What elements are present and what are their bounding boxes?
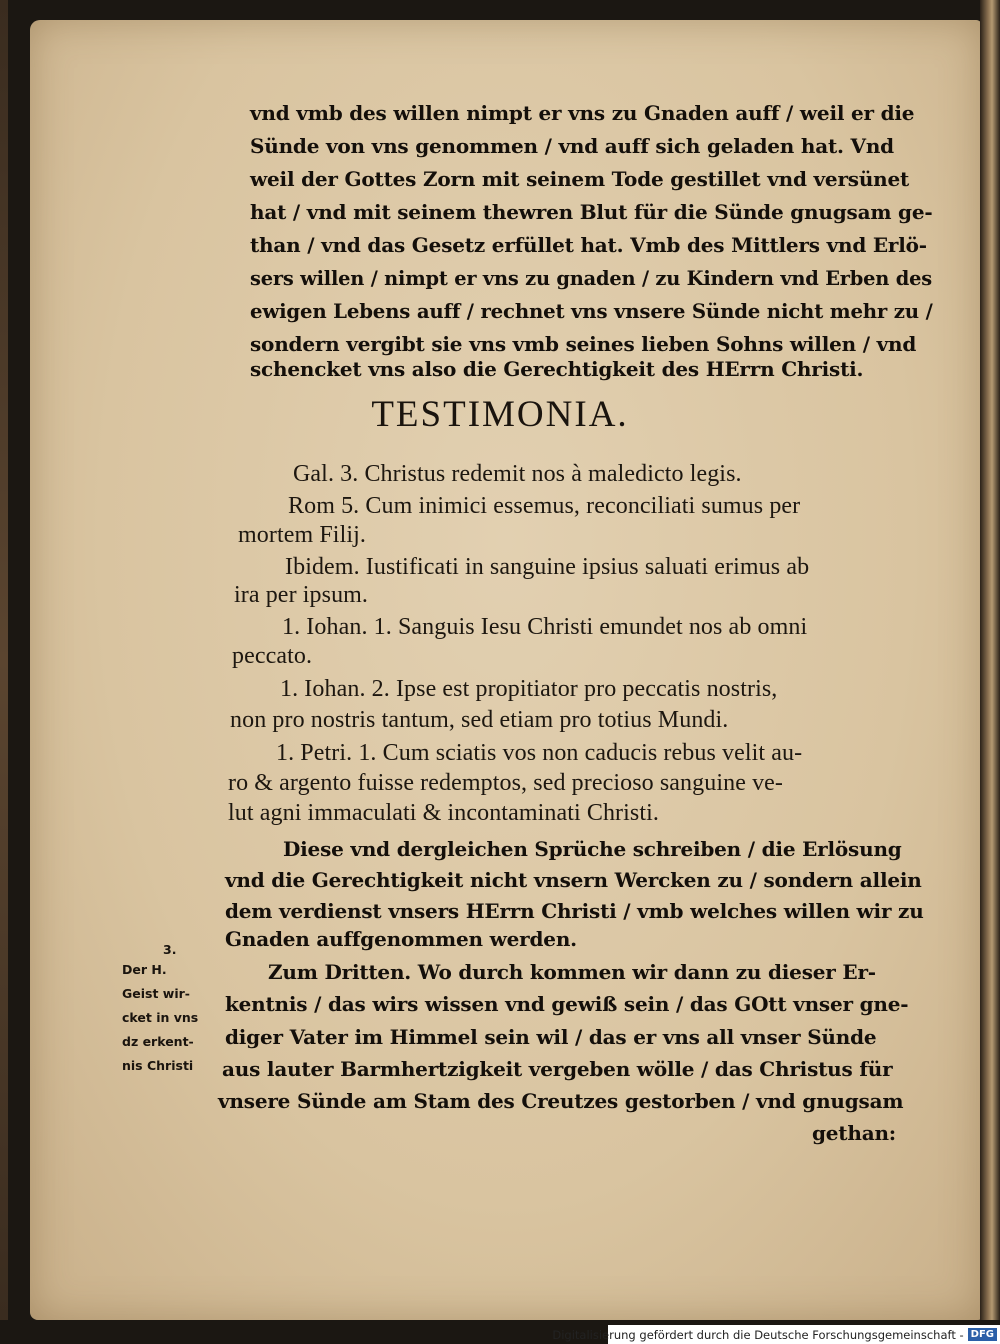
latin-line: Gal. 3. Christus redemit nos à maledicto legis. — [293, 461, 742, 487]
margin-note-line: Der H. — [122, 962, 167, 977]
latin-line: Ibidem. Iustificati in sanguine ipsius saluati erimus ab — [285, 554, 810, 580]
body-line: aus lauter Barmhertzigkeit vergeben wölle / das Christus für — [222, 1057, 893, 1081]
latin-line: 1. Iohan. 2. Ipse est propitiator pro peccatis nostris, — [280, 676, 778, 702]
body-line: vnd die Gerechtigkeit nicht vnsern Wercken zu / sondern allein — [225, 868, 922, 892]
latin-line: 1. Petri. 1. Cum sciatis vos non caducis rebus velit au- — [276, 740, 803, 766]
body-line: diger Vater im Himmel sein wil / das er vns all vnser Sünde — [225, 1025, 877, 1049]
body-line: Zum Dritten. Wo durch kommen wir dann zu dieser Er- — [268, 960, 876, 984]
body-line: kentnis / das wirs wissen vnd gewiß sein / das GOtt vnser gne- — [225, 992, 909, 1016]
body-line: vnd vmb des willen nimpt er vns zu Gnaden auff / weil er die — [250, 101, 915, 125]
latin-line: lut agni immaculati & incontaminati Christi. — [228, 800, 659, 826]
body-line: ewigen Lebens auff / rechnet vns vnsere Sünde nicht mehr zu / — [250, 299, 933, 323]
body-line: hat / vnd mit seinem thewren Blut für die Sünde gnugsam ge- — [250, 200, 933, 224]
latin-line: Rom 5. Cum inimici essemus, reconciliati sumus per — [288, 493, 801, 519]
body-line: schencket vns also die Gerechtigkeit des HErrn Christi. — [250, 357, 864, 381]
latin-line: ro & argento fuisse redemptos, sed precioso sanguine ve- — [228, 770, 784, 796]
body-line: dem verdienst vnsers HErrn Christi / vmb welches willen wir zu — [225, 899, 924, 923]
latin-line: mortem Filij. — [238, 522, 366, 548]
body-line: Sünde von vns genommen / vnd auff sich geladen hat. Vnd — [250, 134, 894, 158]
body-line: sers willen / nimpt er vns zu gnaden / zu Kindern vnd Erben des — [250, 266, 932, 290]
latin-line: peccato. — [232, 643, 313, 669]
margin-note-line: dz erkent- — [122, 1034, 194, 1049]
body-line: than / vnd das Gesetz erfüllet hat. Vmb des Mittlers vnd Erlö- — [250, 233, 927, 257]
margin-note-line: 3. — [163, 942, 177, 957]
dfg-logo: DFG — [968, 1328, 997, 1341]
latin-line: ira per ipsum. — [234, 582, 369, 608]
margin-note-line: cket in vns — [122, 1010, 199, 1025]
margin-note-line: Geist wir- — [122, 986, 190, 1001]
body-line: vnsere Sünde am Stam des Creutzes gestorben / vnd gnugsam — [218, 1089, 904, 1113]
body-line: sondern vergibt sie vns vmb seines lieben Sohns willen / vnd — [250, 332, 917, 356]
latin-line: non pro nostris tantum, sed etiam pro totius Mundi. — [230, 707, 729, 733]
footer-text: Digitalisierung gefördert durch die Deutsche Forschungsgemeinschaft - — [552, 1327, 964, 1342]
body-line: Diese vnd dergleichen Sprüche schreiben / die Erlösung — [283, 837, 902, 861]
margin-note-line: nis Christi — [122, 1058, 194, 1073]
digitization-footer — [552, 1325, 1000, 1344]
body-line: Gnaden auffgenommen werden. — [225, 927, 577, 951]
body-line: weil der Gottes Zorn mit seinem Tode gestillet vnd versünet — [250, 167, 910, 191]
section-heading: TESTIMONIA. — [371, 394, 629, 435]
latin-line: 1. Iohan. 1. Sanguis Iesu Christi emundet nos ab omni — [282, 614, 808, 640]
body-line: gethan: — [812, 1121, 896, 1145]
